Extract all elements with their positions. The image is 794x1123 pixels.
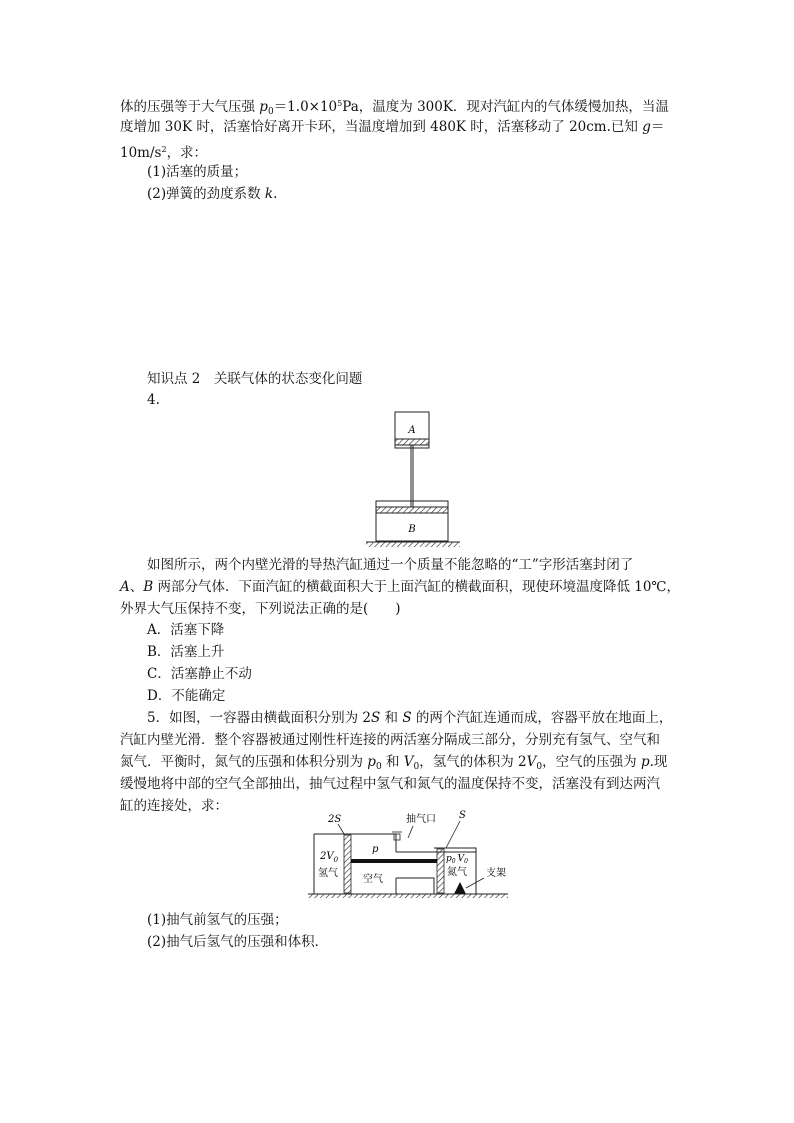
label-hydrogen: 氢气 (318, 868, 338, 879)
symbol-p: p (640, 754, 650, 770)
ground-hatch (366, 542, 460, 547)
label-nitrogen: 氮气 (447, 867, 467, 878)
leader-line (446, 821, 460, 848)
superscript: 2 (161, 145, 167, 154)
symbol-s: S (402, 710, 412, 726)
symbol-b: B (143, 579, 154, 595)
problem4-number: 4. (147, 392, 160, 408)
symbol-a: A (120, 579, 130, 595)
outlet-nozzle (394, 834, 400, 840)
p3-line3 (120, 140, 207, 163)
problem4-option-d: D．不能确定 (147, 688, 226, 704)
text: 氮气．平衡时，氮气的压强和体积分别为 (120, 754, 368, 770)
text: ，求： (166, 145, 208, 161)
cylinder-step (396, 878, 434, 894)
problem4-option-c: C．活塞静止不动 (147, 666, 252, 682)
leader-line (338, 824, 344, 834)
subscript: 0 (536, 762, 543, 772)
section-heading: 知识点 2 关联气体的状态变化问题 (147, 371, 363, 387)
text: ，氢气的体积为 2 (419, 754, 527, 770)
problem4-option-b: B．活塞上升 (147, 644, 225, 660)
label-s: S (459, 810, 466, 821)
text: 5．如图，一容器由横截面积分别为 2 (147, 710, 371, 726)
problem4-option-a: A．活塞下降 (147, 622, 225, 638)
text: ，空气的压强为 (542, 754, 641, 770)
right-piston (437, 849, 444, 893)
problem5-line2: 汽缸内壁光滑．整个容器被通过刚性杆连接的两活塞分隔成三部分，分别充有氢气、空气和 (120, 732, 660, 748)
problem5-question-2: (2)抽气后氢气的压强和体积． (147, 934, 329, 950)
problem5-line5: 缸的连接处，求： (120, 798, 228, 814)
text: 两部分气体．下面汽缸的横截面积大于上面汽缸的横截面积，现使环境温度降低 10℃， (153, 579, 681, 595)
text: Pa，温度为 300K．现对汽缸内的气体缓慢加热，当温 (342, 99, 669, 115)
label-p: p (372, 844, 379, 855)
lower-piston (376, 507, 448, 513)
text: ＝1.0×10 (273, 99, 338, 115)
p3-question-1: (1)活塞的质量； (147, 164, 248, 180)
text: 度增加 30K 时，活塞恰好离开卡环，当温度增加到 480K 时，活塞移动了 20cm.已知 (120, 119, 643, 135)
problem4-figure (366, 408, 476, 548)
label-b: B (408, 524, 416, 535)
p3-question-2 (147, 184, 277, 204)
p3-line2 (120, 117, 664, 137)
label-2s: 2S (328, 814, 342, 825)
upper-piston (395, 439, 429, 445)
text: 10m/s (120, 145, 162, 161)
text: 体的压强等于大气压强 (120, 99, 260, 115)
label-a: A (408, 425, 416, 436)
symbol-s: S (370, 710, 381, 726)
text: .现 (649, 754, 668, 770)
text: . (273, 186, 278, 202)
text: 、 (129, 579, 144, 595)
problem4-text-2 (120, 577, 680, 597)
large-cylinder (314, 834, 396, 894)
text: 和 (380, 710, 403, 726)
problem4-text-1: 如图所示，两个内壁光滑的导热汽缸通过一个质量不能忽略的“工”字形活塞封闭了 (147, 557, 634, 573)
ground-hatch (308, 894, 508, 898)
subscript: 0 (413, 762, 420, 772)
text: 的两个汽缸连通而成，容器平放在地面上， (411, 710, 673, 726)
problem5-figure (308, 808, 524, 900)
symbol-v: V (526, 754, 537, 770)
subscript: 0 (267, 107, 274, 117)
rigid-rod (351, 859, 437, 863)
symbol-p: p (259, 99, 268, 115)
label-support: 支架 (486, 868, 506, 879)
symbol-k: k (264, 186, 274, 202)
problem5-question-1: (1)抽气前氢气的压强； (147, 912, 288, 928)
label-p0-v0: $p_0$ $V_0$ (446, 854, 468, 865)
label-air: 空气 (363, 874, 383, 885)
text: 和 (381, 754, 404, 770)
leader-line (408, 826, 413, 838)
support-triangle (454, 882, 466, 894)
symbol-g: g (642, 119, 651, 135)
leader-line (466, 878, 484, 888)
problem5-line1 (147, 708, 672, 728)
left-piston (344, 835, 351, 893)
label-outlet: 抽气口 (406, 814, 436, 825)
superscript: 5 (337, 99, 343, 108)
symbol-p: p (367, 754, 376, 770)
text: (2)弹簧的劲度系数 (147, 186, 265, 202)
problem4-text-3: 外界大气压保持不变，下列说法正确的是( ) (120, 601, 401, 617)
cylinder-outline (396, 848, 476, 852)
problem5-line4: 缓慢地将中部的空气全部抽出，抽气过程中氢气和氮气的温度保持不变，活塞没有到达两汽 (120, 776, 660, 792)
text: ＝ (650, 119, 665, 135)
symbol-v: V (403, 754, 414, 770)
label-2v0: $2V_0$ (320, 851, 339, 864)
subscript: 0 (375, 762, 382, 772)
